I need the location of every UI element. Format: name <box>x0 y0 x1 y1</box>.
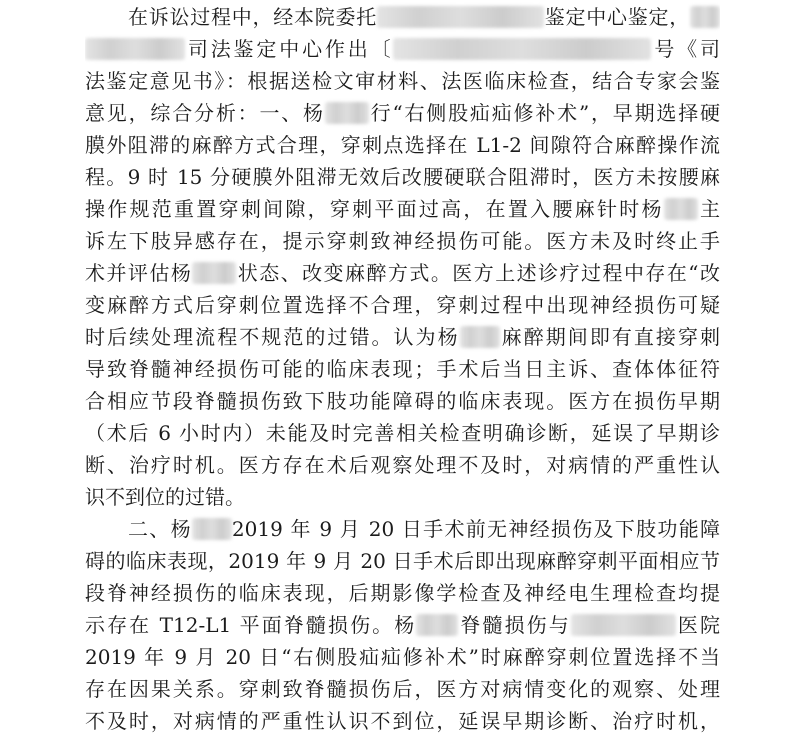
text-segment: 术并评估杨 <box>85 261 193 285</box>
text-line <box>85 289 720 321</box>
text-segment: 2019 年 9 月 20 日手术前无神经损伤及下肢功能障 <box>231 517 720 541</box>
text-segment: 膜外阻滞的麻醉方式合理，穿刺点选择在 L1-2 间隙符合麻醉操作流 <box>85 133 720 157</box>
text-segment: （术后 6 小时内）未能及时完善相关检查明确诊断，延误了早期诊 <box>85 421 720 445</box>
text-line <box>85 513 720 545</box>
redacted-block <box>416 614 458 636</box>
text-segment: 时后续处理流程不规范的过错。认为杨 <box>85 325 460 349</box>
text-segment: 状态、改变麻醉方式。医方上述诊疗过程中存在“改 <box>236 261 720 285</box>
redacted-block <box>393 38 651 60</box>
text-line <box>85 321 720 353</box>
text-segment: 鉴定中心鉴定， <box>544 5 690 29</box>
text-segment: 段脊神经损伤的临床表现，后期影像学检查及神经电生理检查均提 <box>85 581 720 605</box>
text-segment: 程。9 时 15 分硬膜外阻滞无效后改腰硬联合阻滞时，医方未按腰麻 <box>85 165 720 189</box>
text-line <box>85 385 720 417</box>
redacted-block <box>325 102 369 124</box>
text-line <box>85 481 720 513</box>
redacted-block <box>664 198 698 220</box>
redacted-block <box>460 326 500 348</box>
text-segment: 麻醉期间即有直接穿刺 <box>499 325 720 349</box>
text-segment: 主 <box>697 197 720 221</box>
text-line <box>85 193 720 225</box>
text-segment: 二、杨 <box>128 517 192 541</box>
redacted-block <box>377 6 544 28</box>
text-segment: 2019 年 9 月 20 日“右侧股疝疝修补术”时麻醉穿刺位置选择不当 <box>85 645 720 669</box>
text-segment: 意见，综合分析：一、杨 <box>85 101 325 125</box>
text-segment: 脊髓损伤与 <box>458 613 571 637</box>
text-segment: 法鉴定意见书》：根据送检文审材料、法医临床检查，结合专家会鉴 <box>85 69 720 93</box>
text-line <box>85 417 720 449</box>
text-line <box>85 577 720 609</box>
redacted-block <box>192 518 232 540</box>
paragraph-2 <box>85 513 720 737</box>
text-segment: 行“右侧股疝疝修补术”，早期选择硬 <box>368 101 720 125</box>
text-line <box>85 129 720 161</box>
text-segment: 示存在 T12-L1 平面脊髓损伤。杨 <box>85 613 417 637</box>
text-line <box>85 33 720 65</box>
text-segment: 合相应节段脊髓损伤致下肢功能障碍的临床表现。医方在损伤早期 <box>85 389 720 413</box>
text-segment: 变麻醉方式后穿刺位置选择不合理，穿刺过程中出现神经损伤可疑 <box>85 293 720 317</box>
text-segment: 在诉讼过程中，经本院委托 <box>128 5 377 29</box>
text-segment: 断、治疗时机。医方存在术后观察处理不及时，对病情的严重性认 <box>85 453 720 477</box>
text-line <box>85 257 720 289</box>
text-segment: 医院 <box>675 613 720 637</box>
text-segment: 识不到位的过错。 <box>85 485 245 509</box>
text-line <box>85 705 720 737</box>
text-line <box>85 65 720 97</box>
text-line <box>85 449 720 481</box>
text-segment: 碍的临床表现，2019 年 9 月 20 日手术后即出现麻醉穿刺平面相应节 <box>85 549 720 573</box>
redacted-block <box>192 262 236 284</box>
redacted-block <box>571 614 676 636</box>
text-segment: 不及时，对病情的严重性认识不到位，延误早期诊断、治疗时机， <box>85 709 720 733</box>
text-segment: 操作规范重置穿刺间隙，穿刺平面过高，在置入腰麻针时杨 <box>85 197 664 221</box>
redacted-block <box>85 38 185 60</box>
text-line <box>85 225 720 257</box>
text-line <box>85 641 720 673</box>
text-line <box>85 1 720 33</box>
text-segment: 司法鉴定中心作出〔 <box>185 37 394 61</box>
document-body <box>85 1 720 737</box>
text-line <box>85 609 720 641</box>
text-line <box>85 545 720 577</box>
text-segment: 号《司 <box>651 37 720 61</box>
text-line <box>85 161 720 193</box>
text-segment: 诉左下肢异感存在，提示穿刺致神经损伤可能。医方未及时终止手 <box>85 229 720 253</box>
text-line <box>85 353 720 385</box>
text-line <box>85 673 720 705</box>
redacted-block <box>690 6 720 28</box>
paragraph-1 <box>85 1 720 513</box>
text-segment: 存在因果关系。穿刺致脊髓损伤后，医方对病情变化的观察、处理 <box>85 677 720 701</box>
text-line <box>85 97 720 129</box>
text-segment: 导致脊髓神经损伤可能的临床表现；手术后当日主诉、查体体征符 <box>85 357 720 381</box>
